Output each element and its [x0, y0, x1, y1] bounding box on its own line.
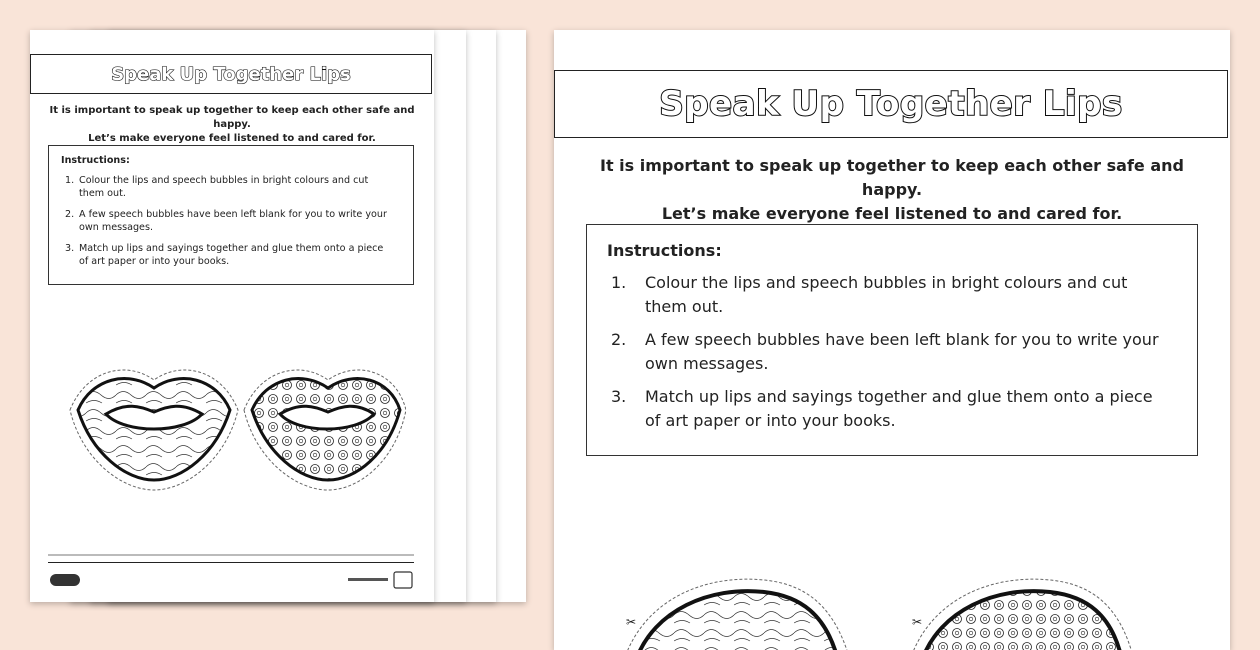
worksheet-title: Speak Up Together Lips: [659, 84, 1123, 124]
worksheet-preview-small: [30, 30, 434, 602]
worksheet-title: Speak Up Together Lips: [111, 63, 351, 85]
intro-text: [40, 104, 424, 146]
instruction-number: 1.: [65, 175, 75, 186]
instruction-item: [65, 174, 395, 200]
lips-shape-right: [910, 579, 1134, 650]
lips-shape-right: [244, 370, 406, 490]
instruction-number: 2.: [611, 330, 627, 349]
instruction-item: [65, 208, 395, 234]
title-banner: [30, 54, 432, 94]
badge-icon: [394, 572, 412, 588]
instruction-number: 2.: [65, 209, 75, 220]
intro-text: [574, 154, 1210, 226]
instruction-item: [611, 328, 1171, 376]
lips-shape-left: [70, 370, 238, 490]
instruction-number: 3.: [611, 387, 627, 406]
intro-line-2: Let’s make everyone feel listened to and cared for.: [661, 204, 1123, 223]
instruction-text: Match up lips and sayings together and glue them onto a piece of art paper or into your books.: [79, 243, 384, 267]
instructions-title: Instructions:: [607, 241, 722, 260]
instruction-text: A few speech bubbles have been left blank for you to write your own messages.: [645, 330, 1159, 373]
lips-illustration-partial: [614, 570, 1174, 650]
instruction-item: [611, 385, 1171, 433]
title-banner: [554, 70, 1228, 138]
instruction-item: [65, 242, 395, 268]
intro-line-1: It is important to speak up together to keep each other safe and happy.: [49, 105, 415, 130]
instruction-text: A few speech bubbles have been left blank for you to write your own messages.: [79, 209, 387, 233]
instructions-list: [611, 271, 1171, 442]
instruction-item: [611, 271, 1171, 319]
instruction-text: Colour the lips and speech bubbles in bright colours and cut them out.: [645, 273, 1128, 316]
lips-shape-left: [624, 579, 850, 650]
instructions-list: [65, 174, 395, 276]
instructions-box: [586, 224, 1198, 456]
instruction-number: 3.: [65, 243, 75, 254]
instruction-text: Colour the lips and speech bubbles in bright colours and cut them out.: [79, 175, 369, 199]
worksheet-preview-large: [554, 30, 1230, 650]
lips-illustration: [56, 350, 406, 500]
instructions-box: [48, 145, 414, 285]
instruction-number: 1.: [611, 273, 627, 292]
sheet-footer: [48, 542, 414, 592]
instruction-text: Match up lips and sayings together and glue them onto a piece of art paper or into your books.: [645, 387, 1153, 430]
instructions-title: Instructions:: [61, 155, 130, 166]
scissors-icon: ✂: [626, 615, 637, 629]
scissors-icon: ✂: [912, 615, 923, 629]
intro-line-2: Let’s make everyone feel listened to and cared for.: [88, 133, 376, 144]
intro-line-1: It is important to speak up together to keep each other safe and happy.: [600, 156, 1184, 199]
logo-icon: [50, 574, 80, 586]
